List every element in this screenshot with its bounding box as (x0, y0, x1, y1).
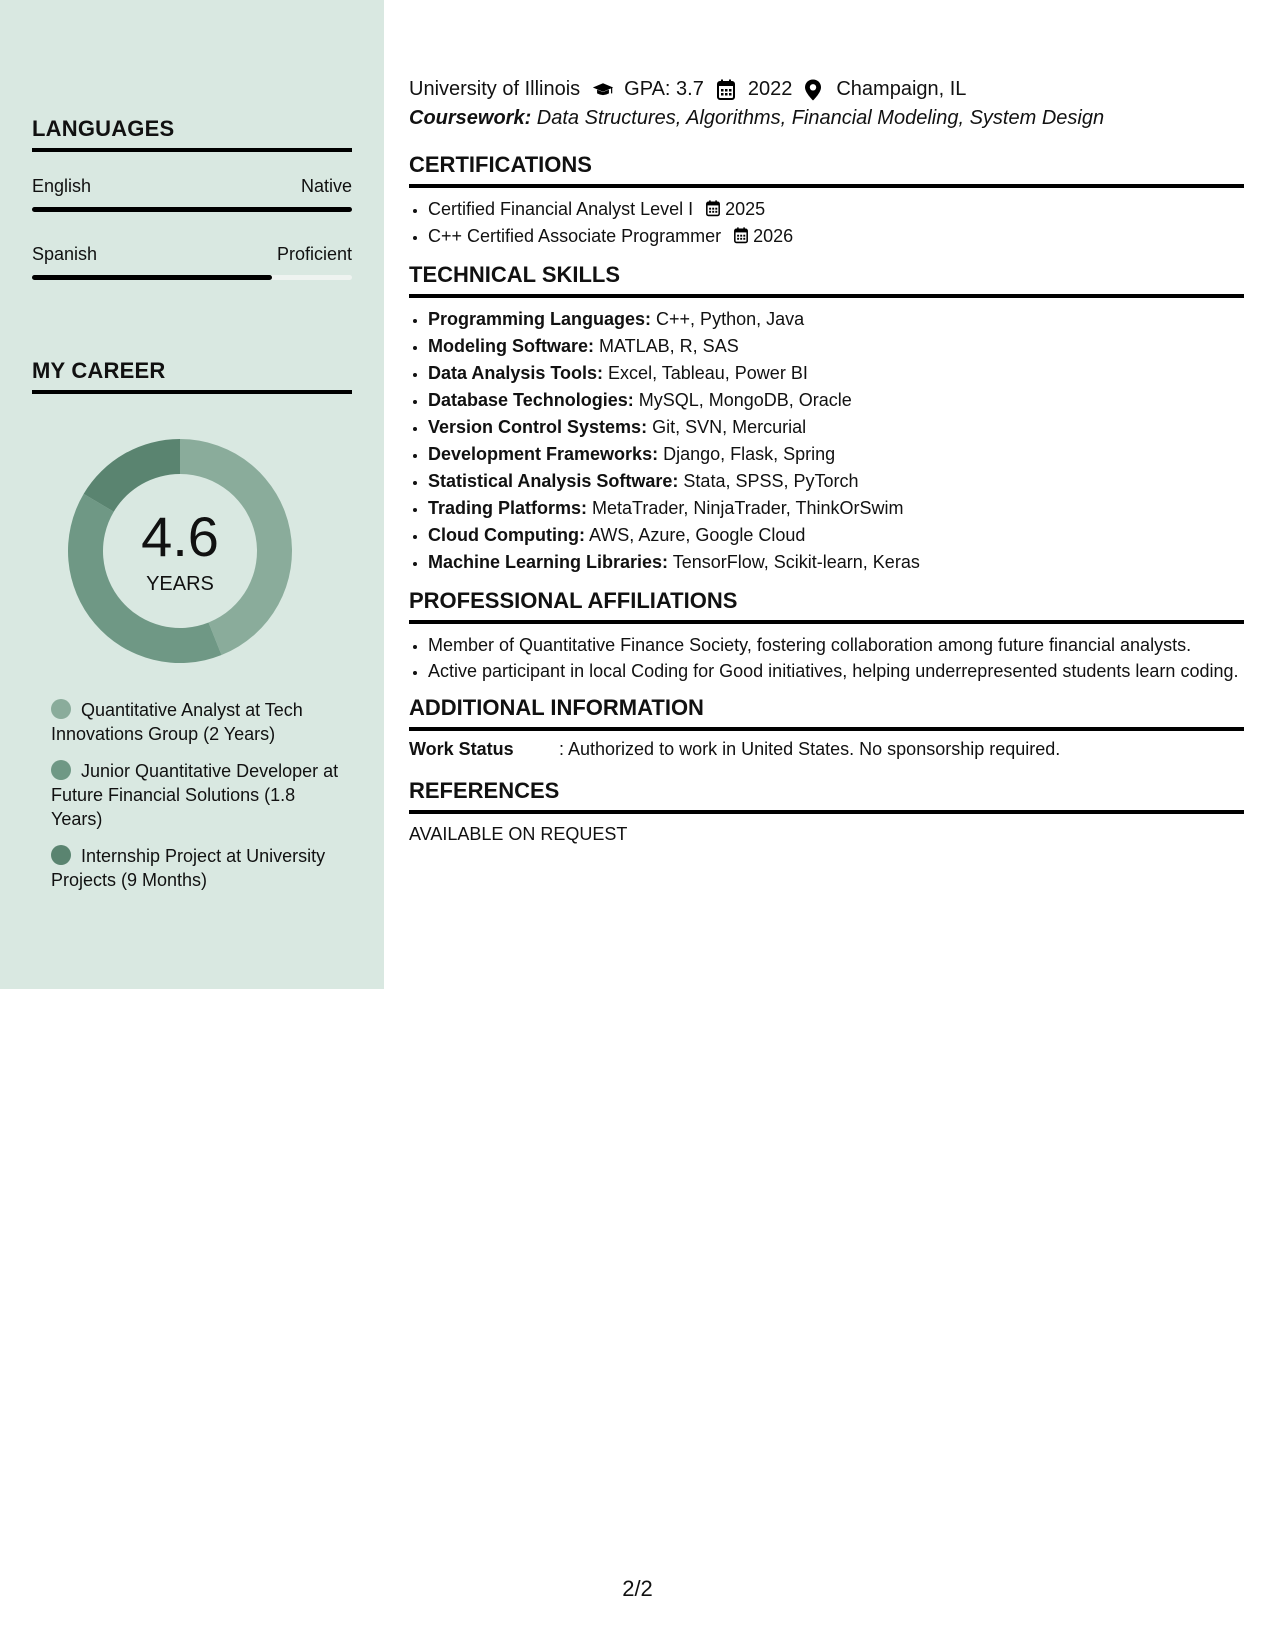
skill-value: MySQL, MongoDB, Oracle (633, 390, 852, 410)
skill-item (428, 414, 1244, 441)
language-name: English (32, 176, 92, 196)
affiliations-section (409, 588, 1244, 683)
work-status (409, 739, 1244, 760)
language-name: Spanish (32, 244, 98, 264)
skill-label: Data Analysis Tools: (428, 363, 604, 383)
skill-value: Django, Flask, Spring (658, 444, 836, 464)
skill-value: TensorFlow, Scikit-learn, Keras (668, 552, 920, 572)
calendar-icon (705, 198, 721, 214)
language-item-spanish (32, 244, 352, 280)
languages-section (32, 116, 352, 280)
skill-item (428, 306, 1244, 333)
skill-value: Excel, Tableau, Power BI (603, 363, 808, 383)
coursework-label: Coursework: (409, 107, 532, 129)
language-bar-fill (32, 207, 352, 212)
language-item-english (32, 176, 352, 212)
skill-item (428, 522, 1244, 549)
donut-center (66, 437, 294, 665)
certification-name: C++ Certified Associate Programmer (428, 226, 722, 246)
languages-heading: LANGUAGES (32, 116, 352, 152)
references-heading: REFERENCES (409, 778, 1244, 814)
skill-value: C++, Python, Java (651, 309, 805, 329)
certification-name: Certified Financial Analyst Level I (428, 199, 694, 219)
page-number: 2/2 (622, 1576, 653, 1601)
skill-label: Database Technologies: (428, 390, 634, 410)
legend-item (51, 759, 341, 831)
certification-item (428, 196, 1244, 223)
coursework (409, 107, 1244, 130)
references-section (409, 778, 1244, 845)
graduation-year: 2022 (747, 78, 793, 100)
references-text: AVAILABLE ON REQUEST (409, 824, 628, 844)
work-status-label: Work Status (409, 739, 514, 759)
technical-skills-heading: TECHNICAL SKILLS (409, 262, 1244, 298)
legend-dot (51, 699, 71, 719)
language-level: Proficient (276, 244, 352, 264)
legend-dot (51, 845, 71, 865)
skills-list (409, 306, 1244, 576)
certifications-heading: CERTIFICATIONS (409, 152, 1244, 188)
coursework-list: Data Structures, Algorithms, Financial Modeling, System Design (531, 107, 1105, 129)
sidebar (0, 0, 384, 989)
skill-value: MATLAB, R, SAS (594, 336, 739, 356)
language-bar (32, 207, 352, 212)
affiliation-item: • Active participant in local Coding for Good initiatives, helping underrepresented students learn coding. (428, 659, 1244, 683)
skill-item (428, 360, 1244, 387)
legend-item (51, 698, 341, 746)
calendar-icon (716, 79, 738, 101)
gpa: GPA: 3.7 (624, 78, 704, 100)
career-years-unit: YEARS (146, 573, 214, 595)
skill-label: Statistical Analysis Software: (428, 471, 679, 491)
work-status-value: : Authorized to work in United States. No sponsorship required. (559, 739, 1061, 759)
location-pin-icon (804, 79, 826, 101)
certification-item (428, 223, 1244, 250)
language-bar-fill (32, 275, 272, 280)
language-bar (32, 275, 352, 280)
skill-item (428, 468, 1244, 495)
career-legend (51, 698, 341, 905)
legend-item (51, 844, 341, 892)
skill-label: Modeling Software: (428, 336, 594, 356)
skill-value: Stata, SPSS, PyTorch (678, 471, 859, 491)
certification-year: 2025 (725, 199, 766, 219)
certification-year: 2026 (753, 226, 794, 246)
affiliations-heading: PROFESSIONAL AFFILIATIONS (409, 588, 1244, 624)
school-name: University of Illinois (409, 78, 581, 100)
legend-label: Junior Quantitative Developer at Future Financial Solutions (1.8 Years) (51, 761, 339, 829)
skill-label: Trading Platforms: (428, 498, 588, 518)
legend-label: Quantitative Analyst at Tech Innovations Group (2 Years) (51, 700, 303, 744)
education-line (409, 78, 1244, 101)
legend-dot (51, 760, 71, 780)
skill-item (428, 441, 1244, 468)
main-content (409, 78, 1244, 845)
skill-label: Programming Languages: (428, 309, 652, 329)
skill-item (428, 495, 1244, 522)
skill-label: Cloud Computing: (428, 525, 585, 545)
graduation-cap-icon (592, 79, 614, 101)
skill-value: AWS, Azure, Google Cloud (584, 525, 806, 545)
skill-item (428, 333, 1244, 360)
school-location: Champaign, IL (836, 78, 967, 100)
career-donut-chart (66, 437, 294, 665)
career-heading: MY CAREER (32, 358, 352, 394)
legend-label: Internship Project at University Projects (9 Months) (51, 846, 326, 890)
skill-value: Git, SVN, Mercurial (647, 417, 807, 437)
skill-value: MetaTrader, NinjaTrader, ThinkOrSwim (587, 498, 904, 518)
technical-skills-section (409, 262, 1244, 576)
additional-info-heading: ADDITIONAL INFORMATION (409, 695, 1244, 731)
certifications-list (409, 196, 1244, 250)
career-total-years: 4.6 (141, 505, 219, 568)
skill-label: Machine Learning Libraries: (428, 552, 669, 572)
skill-label: Version Control Systems: (428, 417, 648, 437)
career-section (32, 358, 352, 394)
calendar-icon (733, 225, 749, 241)
skill-item (428, 549, 1244, 576)
affiliation-item: • Member of Quantitative Finance Society, fostering collaboration among future financial analysts. (428, 632, 1244, 659)
additional-info-section (409, 695, 1244, 760)
skill-label: Development Frameworks: (428, 444, 659, 464)
certifications-section (409, 152, 1244, 250)
language-level: Native (300, 176, 352, 196)
affiliations-list (409, 632, 1244, 683)
skill-item (428, 387, 1244, 414)
